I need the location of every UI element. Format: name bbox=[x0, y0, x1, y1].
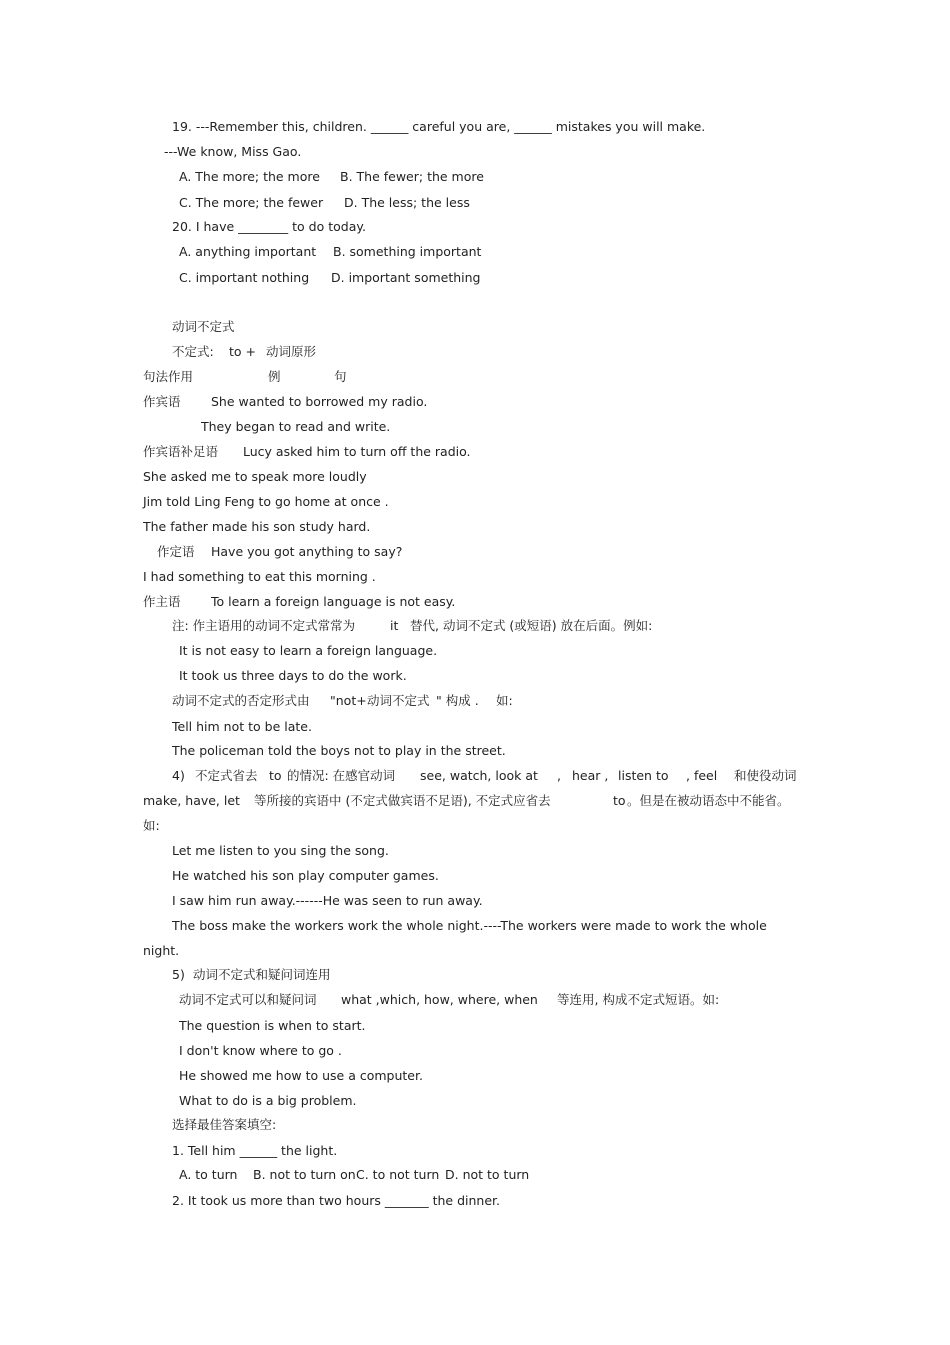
omission-line2-c: to bbox=[613, 793, 626, 808]
complement-example-1: Lucy asked him to turn off the radio. bbox=[243, 444, 471, 459]
subject-note bbox=[172, 618, 653, 634]
negative-text-e: 如: bbox=[496, 693, 513, 708]
subject-label: 作主语 bbox=[143, 594, 181, 609]
omission-seg-2: 不定式省去 bbox=[195, 768, 258, 783]
question-words-example-2: I don't know where to go . bbox=[179, 1043, 342, 1058]
section-title: 动词不定式 bbox=[172, 319, 235, 334]
omission-seg-4: 的情况: 在感官动词 bbox=[287, 768, 396, 783]
form-base: 动词原形 bbox=[266, 344, 317, 359]
table-header-function: 句法作用 bbox=[143, 369, 194, 384]
object-example-2: They began to read and write. bbox=[201, 419, 391, 434]
negative-example-2: The policeman told the boys not to play in the street. bbox=[172, 743, 506, 758]
q20-option-a: A. anything important bbox=[179, 244, 317, 259]
omission-line2-b: 等所接的宾语中 (不定式做宾语不足语), 不定式应省去 bbox=[254, 793, 551, 808]
complement-example-4: The father made his son study hard. bbox=[143, 519, 371, 534]
infinitive-form bbox=[172, 344, 317, 360]
omission-seg-3: to bbox=[269, 768, 282, 783]
question-words-description bbox=[179, 992, 720, 1008]
question-words-example-1: The question is when to start. bbox=[179, 1018, 366, 1033]
table-header-example-2: 句 bbox=[334, 369, 347, 384]
omission-example-2: He watched his son play computer games. bbox=[172, 868, 439, 883]
omission-example-1: Let me listen to you sing the song. bbox=[172, 843, 389, 858]
omission-seg-1: 4) bbox=[172, 768, 185, 783]
negative-text-c: 动词不定式 bbox=[367, 693, 430, 708]
question-words-heading bbox=[172, 967, 331, 983]
exercise-q1-option-a: A. to turn bbox=[179, 1167, 238, 1182]
omission-seg-7: hear , bbox=[572, 768, 609, 783]
exercise-q1: 1. Tell him ______ the light. bbox=[172, 1143, 338, 1158]
omission-seg-9: , feel bbox=[686, 768, 718, 783]
omission-line2-a: make, have, let bbox=[143, 793, 240, 808]
negative-form-rule bbox=[172, 693, 513, 709]
omission-rule-line-3: 如: bbox=[143, 818, 160, 833]
q20-option-c: C. important nothing bbox=[179, 270, 310, 285]
note-example-1: It is not easy to learn a foreign language. bbox=[179, 643, 438, 658]
q19-reply: ---We know, Miss Gao. bbox=[164, 144, 302, 159]
desc-a: 动词不定式可以和疑问词 bbox=[179, 992, 317, 1007]
complement-example-3: Jim told Ling Feng to go home at once . bbox=[143, 494, 389, 509]
exercise-q1-option-c: C. to not turn bbox=[356, 1167, 440, 1182]
omission-line2-d: 。但是在被动语态中不能省。 bbox=[627, 793, 790, 808]
complement-label: 作宾语补足语 bbox=[143, 444, 219, 459]
note-text-b: 替代, 动词不定式 (或短语) 放在后面。例如: bbox=[410, 618, 653, 633]
subject-example-1: To learn a foreign language is not easy. bbox=[211, 594, 456, 609]
omission-example-3: I saw him run away.------He was seen to run away. bbox=[172, 893, 483, 908]
omission-example-4: The boss make the workers work the whole night.----The workers were made to work the whole bbox=[172, 918, 767, 933]
q19-option-a: A. The more; the more bbox=[179, 169, 320, 184]
omission-seg-5: see, watch, look at bbox=[420, 768, 538, 783]
negative-text-a: 动词不定式的否定形式由 bbox=[172, 693, 310, 708]
q20-stem: 20. I have ________ to do today. bbox=[172, 219, 366, 234]
q19-option-b: B. The fewer; the more bbox=[340, 169, 484, 184]
exercise-q2: 2. It took us more than two hours _______ the dinner. bbox=[172, 1193, 500, 1208]
desc-c: 等连用, 构成不定式短语。如: bbox=[557, 992, 720, 1007]
q19-option-c: C. The more; the fewer bbox=[179, 195, 324, 210]
exercise-q1-option-d: D. not to turn bbox=[445, 1167, 530, 1182]
exercise-q1-option-b: B. not to turn on bbox=[253, 1167, 356, 1182]
negative-example-1: Tell him not to be late. bbox=[172, 719, 312, 734]
omission-rule-line-1 bbox=[172, 768, 797, 784]
omission-example-4-continued: night. bbox=[143, 943, 180, 958]
q20-option-d: D. important something bbox=[331, 270, 481, 285]
q19-option-d: D. The less; the less bbox=[344, 195, 470, 210]
table-header-example-1: 例 bbox=[268, 369, 281, 384]
omission-seg-8: listen to bbox=[618, 768, 669, 783]
note-it: it bbox=[390, 618, 399, 633]
negative-text-d: " 构成 . bbox=[436, 693, 479, 708]
omission-seg-10: 和使役动词 bbox=[734, 768, 797, 783]
q19-stem: 19. ---Remember this, children. ______ careful you are, ______ mistakes you will make. bbox=[172, 119, 706, 134]
attributive-example-2: I had something to eat this morning . bbox=[143, 569, 376, 584]
omission-seg-6: , bbox=[557, 768, 561, 783]
question-words-example-3: He showed me how to use a computer. bbox=[179, 1068, 423, 1083]
q20-option-b: B. something important bbox=[333, 244, 482, 259]
exercise-title: 选择最佳答案填空: bbox=[172, 1117, 277, 1132]
negative-text-b: "not+ bbox=[330, 693, 367, 708]
question-words-example-4: What to do is a big problem. bbox=[179, 1093, 357, 1108]
complement-example-2: She asked me to speak more loudly bbox=[143, 469, 367, 484]
form-label: 不定式: bbox=[172, 344, 214, 359]
object-example-1: She wanted to borrowed my radio. bbox=[211, 394, 428, 409]
attributive-label: 作定语 bbox=[157, 544, 195, 559]
object-label: 作宾语 bbox=[143, 394, 181, 409]
heading-text: 动词不定式和疑问词连用 bbox=[193, 967, 331, 982]
attributive-example-1: Have you got anything to say? bbox=[211, 544, 403, 559]
note-example-2: It took us three days to do the work. bbox=[179, 668, 407, 683]
form-to: to + bbox=[229, 344, 256, 359]
heading-number: 5) bbox=[172, 967, 185, 982]
desc-b: what ,which, how, where, when bbox=[341, 992, 538, 1007]
note-text-a: 注: 作主语用的动词不定式常常为 bbox=[172, 618, 356, 633]
omission-rule-line-2 bbox=[143, 793, 790, 809]
